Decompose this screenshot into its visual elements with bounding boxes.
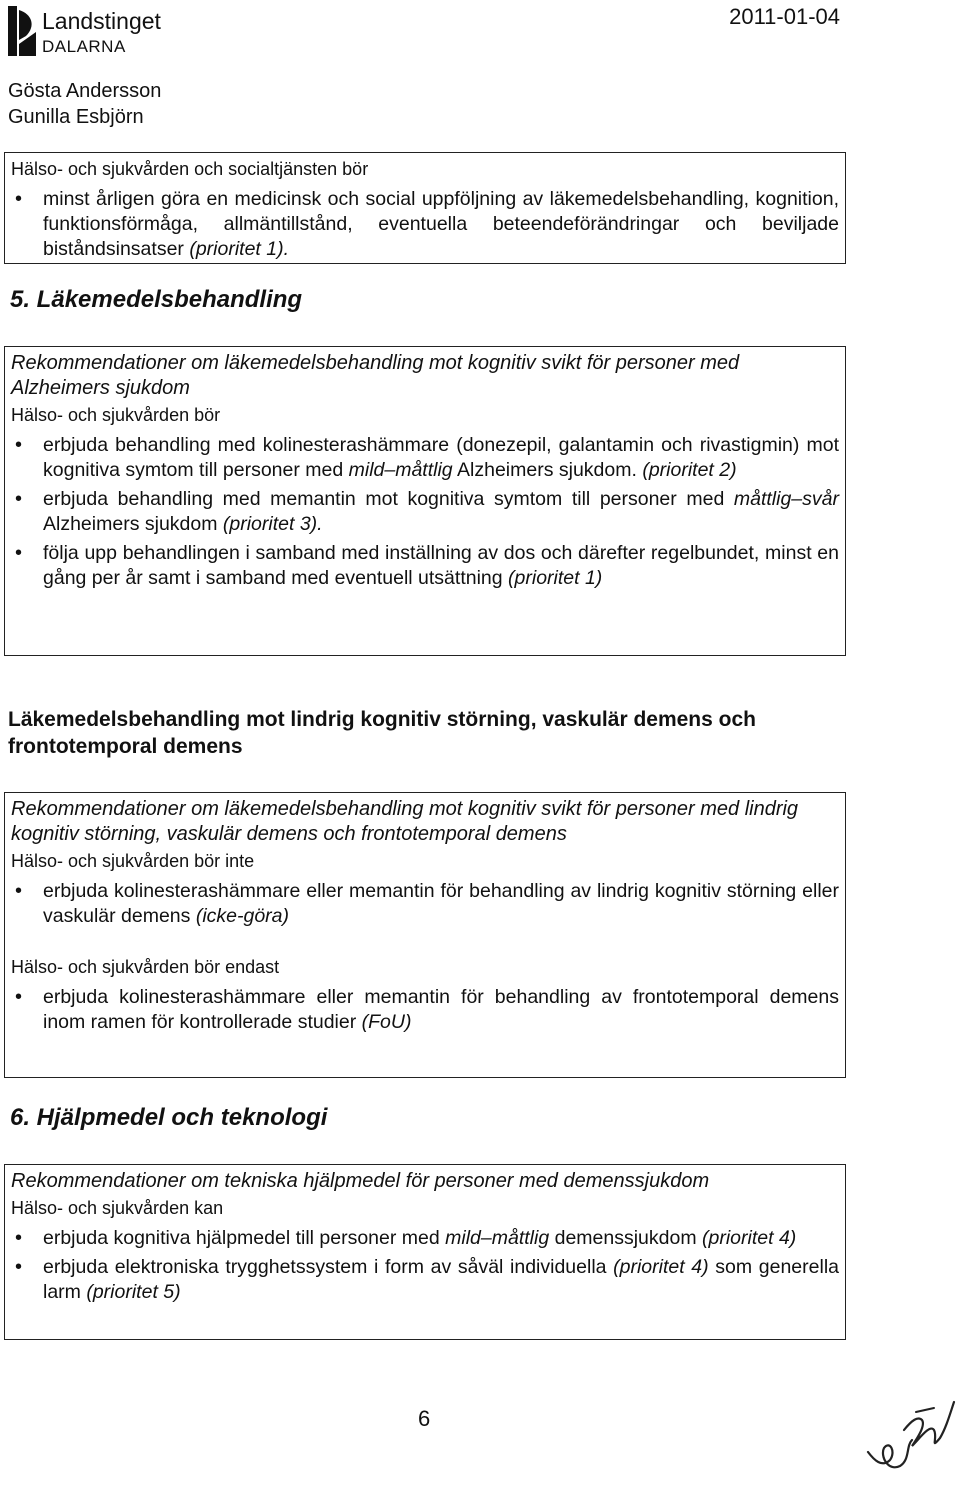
bullet-list <box>11 433 839 591</box>
handwritten-initials-icon <box>860 1390 960 1486</box>
list-item: • erbjuda kognitiva hjälpmedel till personer med mild–måttlig demenssjukdom (prioritet 4) <box>11 1226 839 1251</box>
landsting-logo-icon <box>8 6 38 56</box>
org-logo <box>8 4 208 60</box>
list-item: • erbjuda kolinesterashämmare eller memantin för behandling av frontotemporal demens inom ramen för kontrollerade studier (FoU) <box>11 985 839 1035</box>
org-name: Landstinget <box>42 8 161 34</box>
authors <box>8 78 161 130</box>
bullet-list <box>11 985 839 1035</box>
author-name: Gunilla Esbjörn <box>8 106 144 128</box>
org-region: DALARNA <box>42 37 126 56</box>
bullet-list <box>11 1226 839 1305</box>
box-lead: Hälso- och sjukvården bör endast <box>11 957 280 977</box>
recommendation-box-followup <box>4 152 846 264</box>
subsection-heading: Läkemedelsbehandling mot lindrig kognitiv störning, vaskulär demens och frontotemporal demens <box>8 708 756 758</box>
box-lead: Hälso- och sjukvården bör inte <box>11 851 255 871</box>
section-heading-6: 6. Hjälpmedel och teknologi <box>10 1104 328 1131</box>
bullet-list <box>11 187 839 262</box>
recommendation-box-assistive-technology <box>4 1164 846 1340</box>
box-lead: Hälso- och sjukvården bör <box>11 405 221 425</box>
list-item: • erbjuda behandling med kolinesterashämmare (donezepil, galantamin och rivastigmin) mot kognitiva symtom till personer med mild–måttlig Alzheimers sjukdom. (prioritet 2) <box>11 433 839 483</box>
document-date: 2011-01-04 <box>729 4 840 29</box>
box-lead: Hälso- och sjukvården kan <box>11 1198 224 1218</box>
list-item: • erbjuda behandling med memantin mot kognitiva symtom till personer med måttlig–svår Alzheimers sjukdom (prioritet 3). <box>11 487 839 537</box>
list-item: • erbjuda kolinesterashämmare eller memantin för behandling av lindrig kognitiv störning eller vaskulär demens (icke-göra) <box>11 879 839 929</box>
recommendation-title: Rekommendationer om läkemedelsbehandling mot kognitiv svikt för personer med Alzheimers sjukdom <box>11 352 740 399</box>
recommendation-box-mild-vascular-frontotemporal <box>4 792 846 1078</box>
bullet-list <box>11 879 839 929</box>
author-name: Gösta Andersson <box>8 80 162 102</box>
list-item: • minst årligen göra en medicinsk och social uppföljning av läkemedelsbehandling, kognition, funktionsförmåga, allmäntillstånd, eventuella beteendeförändringar och beviljade biståndsinsatser (prioritet 1). <box>11 187 839 262</box>
box-lead: Hälso- och sjukvården och socialtjänsten bör <box>11 159 369 179</box>
page-number: 6 <box>418 1406 431 1431</box>
section-heading-5: 5. Läkemedelsbehandling <box>10 286 303 313</box>
recommendation-title: Rekommendationer om läkemedelsbehandling mot kognitiv svikt för personer med lindrig kognitiv störning, vaskulär demens och frontotemporal demens <box>11 798 799 845</box>
list-item: • följa upp behandlingen i samband med inställning av dos och därefter regelbundet, minst en gång per år samt i samband med eventuell utsättning (prioritet 1) <box>11 541 839 591</box>
recommendation-box-alzheimers <box>4 346 846 656</box>
recommendation-title: Rekommendationer om tekniska hjälpmedel för personer med demenssjukdom <box>11 1170 710 1192</box>
list-item: • erbjuda elektroniska trygghetssystem i form av såväl individuella (prioritet 4) som generella larm (prioritet 5) <box>11 1255 839 1305</box>
